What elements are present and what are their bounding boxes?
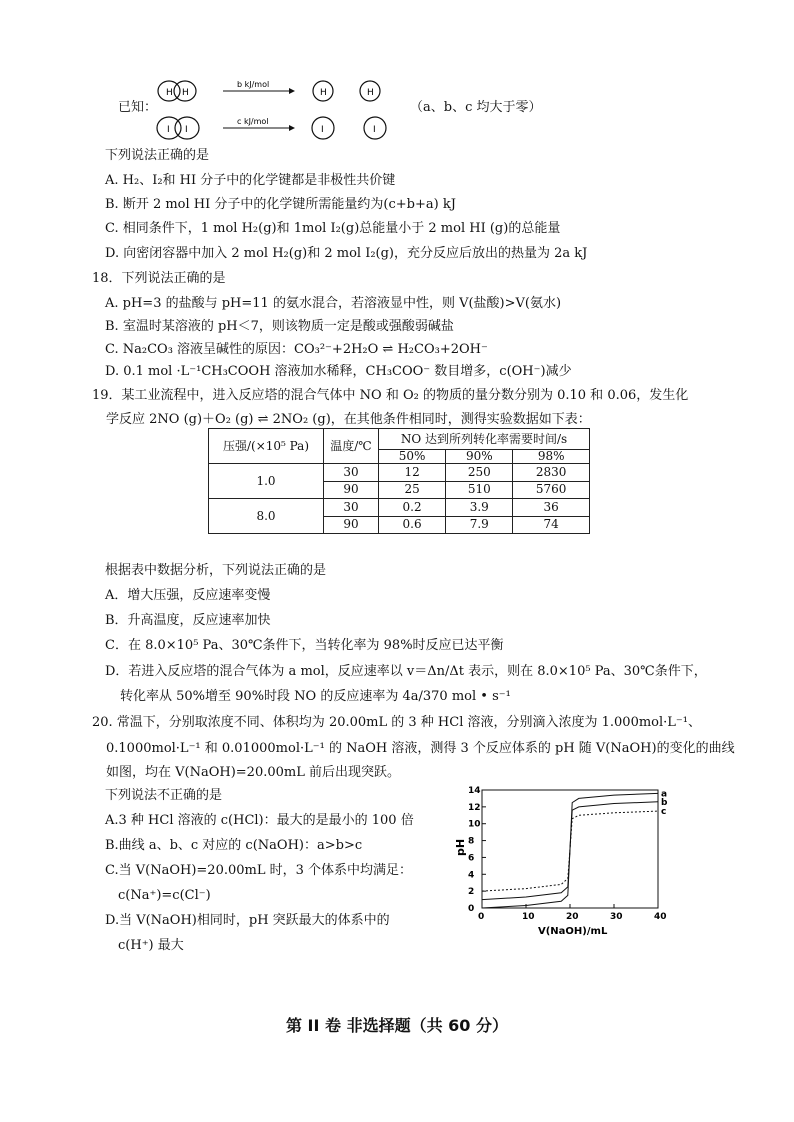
y-tick-label: 10	[468, 819, 481, 830]
header-temperature: 温度/℃	[324, 429, 379, 464]
y-tick-label: 2	[468, 887, 475, 898]
q20-option-c: C.当 V(NaOH)=20.00mL 时，3 个体系中均满足：	[105, 863, 413, 878]
pressure-cell: 8.0	[209, 499, 324, 534]
section-title: 第 II 卷 非选择题（共 60 分）	[285, 1016, 509, 1035]
x-tick-label: 30	[610, 912, 623, 922]
i2-atom-left: I	[167, 125, 170, 135]
h2-atom-left: H	[166, 88, 173, 98]
q17-abc-note: （a、b、c 均大于零）	[410, 100, 542, 115]
header-pressure: 压强/(×10⁵ Pa)	[209, 429, 324, 464]
q18-option-a: A. pH=3 的盐酸与 pH=11 的氨水混合，若溶液显中性，则 V(盐酸)>V(氨水)	[105, 296, 562, 311]
q19-option-d: D．若进入反应塔的混合气体为 a mol，反应速率以 v＝Δn/Δt 表示，则在 8.0×10⁵ Pa、30℃条件下，	[105, 664, 707, 679]
h2-energy-label: b kJ/mol	[237, 80, 270, 89]
x-tick-label: 0	[478, 912, 485, 922]
x-tick-label: 10	[522, 912, 535, 922]
q17-option-c: C. 相同条件下，1 mol H₂(g)和 1mol I₂(g)总能量小于 2 mol HI (g)的总能量	[105, 221, 561, 236]
q17-bond-diagram	[155, 76, 395, 146]
q17-known-label: 已知：	[118, 100, 158, 115]
table-row: 90 25 510 5760	[209, 481, 590, 499]
q17-option-a: A. H₂、I₂和 HI 分子中的化学键都是非极性共价键	[105, 173, 396, 188]
q18-option-d: D. 0.1 mol ·L⁻¹CH₃COOH 溶液加水稀释，CH₃COO⁻ 数目增多，c(OH⁻)减少	[105, 364, 572, 379]
i2-molecule	[157, 117, 199, 139]
q20-stem-line3: 如图，均在 V(NaOH)=20.00mL 前后出现突跃。	[106, 765, 400, 780]
q20-option-b: B.曲线 a、b、c 对应的 c(NaOH)：a>b>c	[105, 838, 363, 853]
q18-option-c: C. Na₂CO₃ 溶液呈碱性的原因：CO₃²⁻+2H₂O ⇌ H₂CO₃+2OH⁻	[105, 342, 488, 357]
q19-data-table	[208, 428, 590, 534]
table-row: 90 0.6 7.9 74	[209, 516, 590, 534]
svg-text:H: H	[320, 88, 327, 98]
h2-molecule	[158, 81, 196, 101]
q19-option-a: A．增大压强，反应速率变慢	[105, 588, 271, 603]
x-tick-label: 20	[566, 912, 579, 922]
y-tick-label: 4	[468, 870, 475, 881]
y-tick-label: 0	[468, 904, 475, 914]
table-row: 8.0 30 0.2 3.9 36	[209, 499, 590, 517]
q19-option-b: B．升高温度，反应速率加快	[105, 613, 271, 628]
header-rate-50: 50%	[379, 450, 446, 464]
series-label-b: b	[661, 797, 668, 808]
q18-stem: 18．下列说法正确的是	[92, 271, 226, 286]
i2-atom-right: I	[185, 125, 188, 135]
q17-option-b: B. 断开 2 mol HI 分子中的化学键所需能量约为(c+b+a) kJ	[105, 197, 456, 212]
svg-text:I: I	[321, 125, 324, 135]
q18-option-b: B. 室温时某溶液的 pH＜7，则该物质一定是酸或强酸弱碱盐	[105, 319, 454, 334]
q17-stem: 下列说法正确的是	[105, 148, 210, 163]
q19-option-d-cont: 转化率从 50%增至 90%时段 NO 的反应速率为 4a/370 mol • s⁻¹	[120, 689, 511, 704]
q20-option-d: D.当 V(NaOH)相同时，pH 突跃最大的体系中的	[105, 913, 390, 928]
q17-option-d: D. 向密闭容器中加入 2 mol H₂(g)和 2 mol I₂(g)，充分反应后放出的热量为 2a kJ	[105, 246, 588, 261]
q20-sub-stem: 下列说法不正确的是	[105, 788, 223, 803]
pressure-cell: 1.0	[209, 464, 324, 499]
q19-stem-line1: 19．某工业流程中，进入反应塔的混合气体中 NO 和 O₂ 的物质的量分数分别为 0.10 和 0.06，发生化	[92, 388, 689, 403]
y-tick-label: 14	[468, 786, 481, 796]
header-rate-98: 98%	[513, 450, 590, 464]
series-label-a: a	[661, 789, 668, 800]
y-tick-label: 12	[468, 802, 481, 813]
svg-text:H: H	[367, 88, 374, 98]
svg-text:I: I	[373, 125, 376, 135]
i2-energy-label: c kJ/mol	[237, 117, 269, 126]
y-axis-label: pH	[454, 838, 467, 856]
q20-option-a: A.3 种 HCl 溶液的 c(HCl)：最大的是最小的 100 倍	[105, 813, 414, 828]
y-tick-label: 8	[468, 836, 475, 847]
q19-stem-line2: 学反应 2NO (g)＋O₂ (g) ⇌ 2NO₂ (g)，在其他条件相同时，测得实验数据如下表：	[106, 412, 591, 427]
q20-option-d-cont: c(H⁺) 最大	[118, 938, 184, 953]
series-label-c: c	[661, 807, 667, 818]
table-row: 1.0 30 12 250 2830	[209, 464, 590, 482]
q20-option-c-cont: c(Na⁺)=c(Cl⁻)	[118, 888, 211, 903]
q20-stem-line1: 20. 常温下，分别取浓度不同、体积均为 20.00mL 的 3 种 HCl 溶液，分别滴入浓度为 1.000mol·L⁻¹、	[92, 715, 701, 730]
titration-chart	[440, 778, 675, 940]
q19-after-table: 根据表中数据分析，下列说法正确的是	[105, 563, 327, 578]
q20-stem-line2: 0.1000mol·L⁻¹ 和 0.01000mol·L⁻¹ 的 NaOH 溶液，测得 3 个反应体系的 pH 随 V(NaOH)的变化的曲线	[106, 741, 735, 756]
x-tick-label: 40	[654, 912, 667, 922]
header-time: NO 达到所列转化率需要时间/s	[379, 429, 590, 450]
q19-option-c: C．在 8.0×10⁵ Pa、30℃条件下，当转化率为 98%时反应已达平衡	[105, 638, 504, 653]
header-rate-90: 90%	[446, 450, 513, 464]
x-axis-label: V(NaOH)/mL	[538, 926, 608, 937]
h2-atom-right: H	[182, 88, 189, 98]
y-tick-label: 6	[468, 853, 475, 864]
